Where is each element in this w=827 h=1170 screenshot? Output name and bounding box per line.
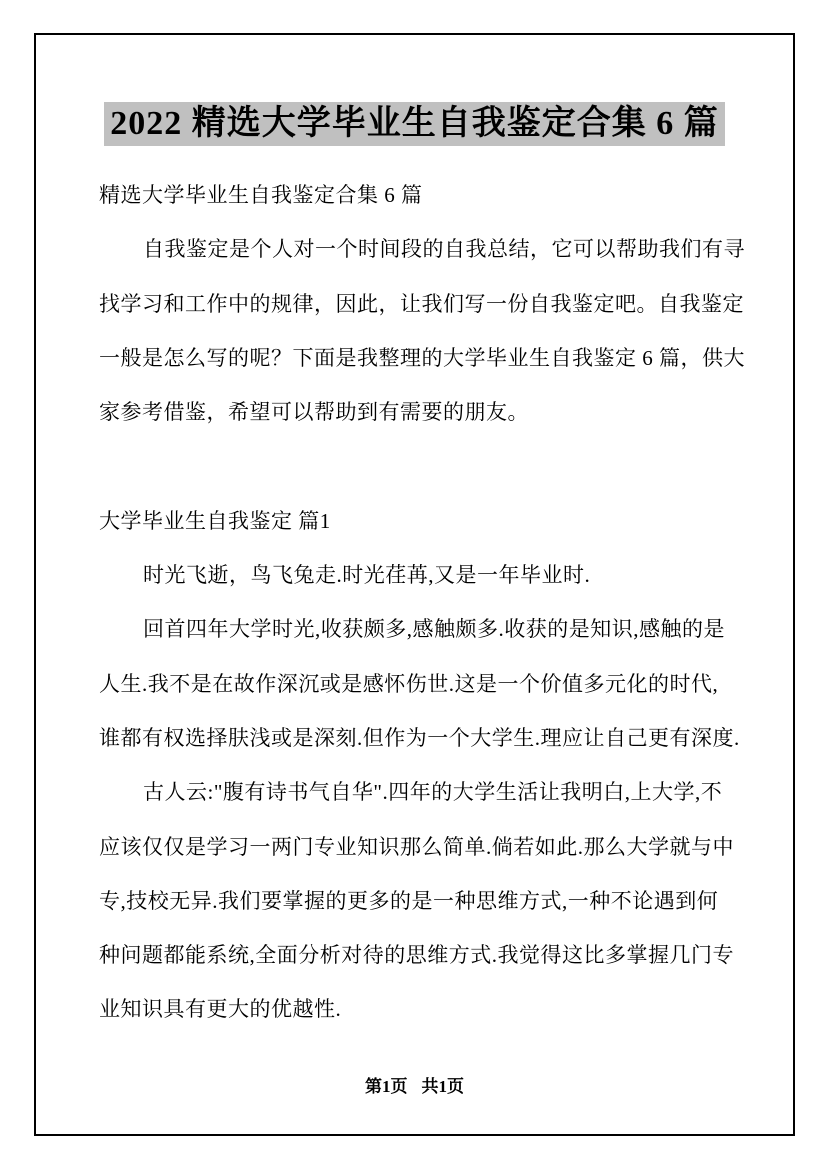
page-footer xyxy=(36,1077,793,1097)
document-line: 回首四年大学时光,收获颇多,感触颇多.收获的是知识,感触的是 xyxy=(143,617,725,642)
document-line: 种问题都能系统,全面分析对待的思维方式.我觉得这比多掌握几门专 xyxy=(99,943,734,968)
document-line: 古人云:"腹有诗书气自华".四年的大学生活让我明白,上大学,不 xyxy=(143,780,723,805)
footer-page-number: 第1页 xyxy=(365,1077,408,1096)
document-line: 自我鉴定是个人对一个时间段的自我总结，它可以帮助我们有寻 xyxy=(143,237,745,262)
document-line: 应该仅仅是学习一两门专业知识那么简单.倘若如此.那么大学就与中 xyxy=(99,834,734,859)
document-line: 时光飞逝，鸟飞兔走.时光荏苒,又是一年毕业时. xyxy=(143,563,591,588)
document-line: 家参考借鉴，希望可以帮助到有需要的朋友。 xyxy=(99,400,529,425)
document-line: 谁都有权选择肤浅或是深刻.但作为一个大学生.理应让自己更有深度. xyxy=(99,725,740,750)
document-line: 业知识具有更大的优越性. xyxy=(99,997,342,1022)
page-border xyxy=(34,33,795,1136)
document-line: 大学毕业生自我鉴定 篇1 xyxy=(99,508,331,533)
document-title-text: 2022 精选大学毕业生自我鉴定合集 6 篇 xyxy=(104,102,725,146)
document-title xyxy=(36,102,793,146)
document-line: 精选大学毕业生自我鉴定合集 6 篇 xyxy=(99,183,423,207)
document-line: 一般是怎么写的呢？下面是我整理的大学毕业生自我鉴定 6 篇，供大 xyxy=(99,345,745,370)
footer-total-pages: 共1页 xyxy=(421,1077,464,1096)
document-line xyxy=(99,439,735,493)
document-line: 人生.我不是在故作深沉或是感怀伤世.这是一个价值多元化的时代, xyxy=(99,671,719,696)
document-line: 专,技校无异.我们要掌握的更多的是一种思维方式,一种不论遇到何 xyxy=(99,888,719,913)
document-lines xyxy=(99,168,745,1037)
document-line: 找学习和工作中的规律，因此，让我们写一份自我鉴定吧。自我鉴定 xyxy=(99,291,744,316)
